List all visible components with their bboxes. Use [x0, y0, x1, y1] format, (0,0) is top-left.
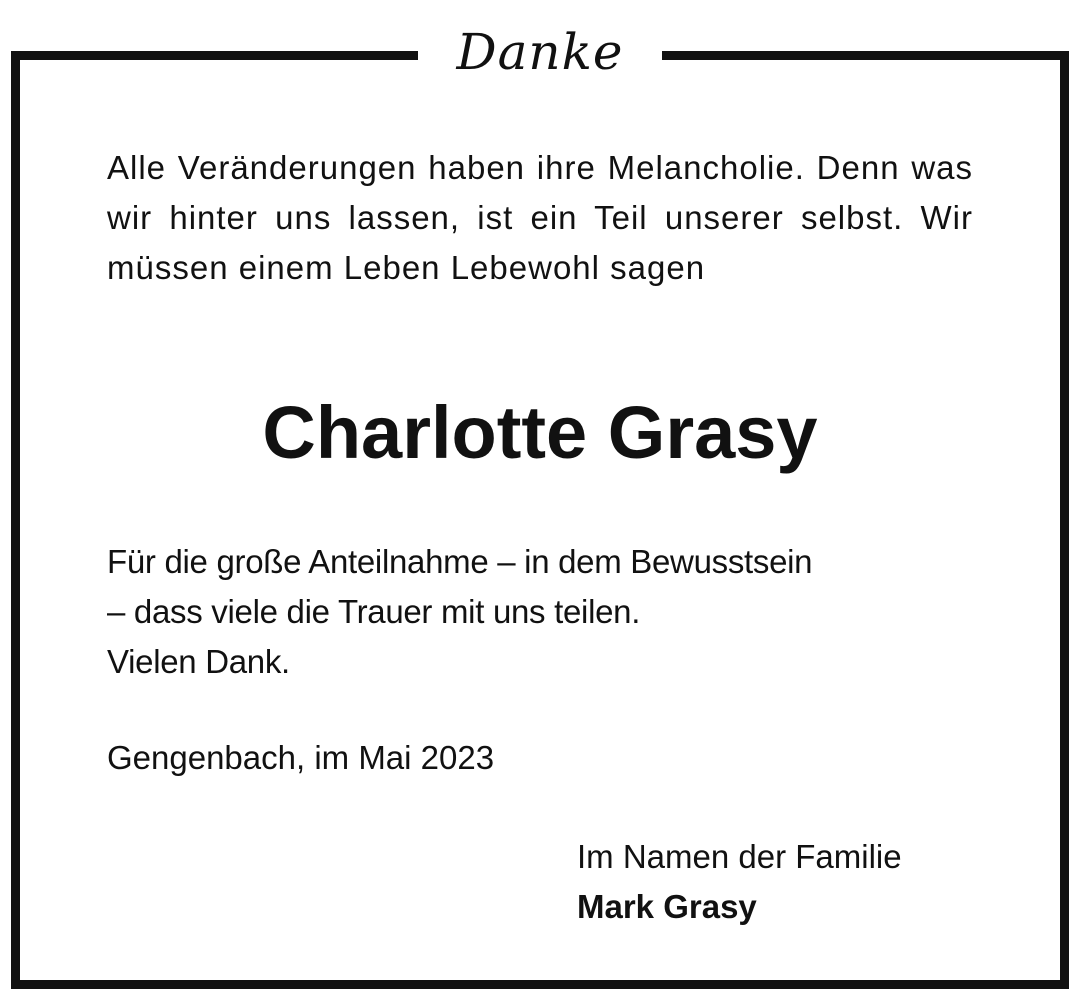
thanks-line: Für die große Anteilnahme – in dem Bewusstsein [107, 543, 813, 580]
thanks-line: Vielen Dank. [107, 643, 290, 680]
deceased-name: Charlotte Grasy [262, 391, 818, 474]
thanks-text [107, 537, 973, 687]
thanks-line: – dass viele die Trauer mit uns teilen. [107, 593, 641, 630]
signature-block [577, 832, 902, 932]
notice-heading: Danke [456, 23, 624, 81]
signature-line: Im Namen der Familie [577, 838, 902, 875]
signature-name: Mark Grasy [577, 888, 757, 925]
intro-text: Alle Veränderungen haben ihre Melancholie. Denn was wir hinter uns lassen, ist ein Teil unserer selbst. Wir müssen einem Leben Lebewohl sagen [107, 149, 973, 286]
place-date: Gengenbach, im Mai 2023 [107, 739, 495, 776]
